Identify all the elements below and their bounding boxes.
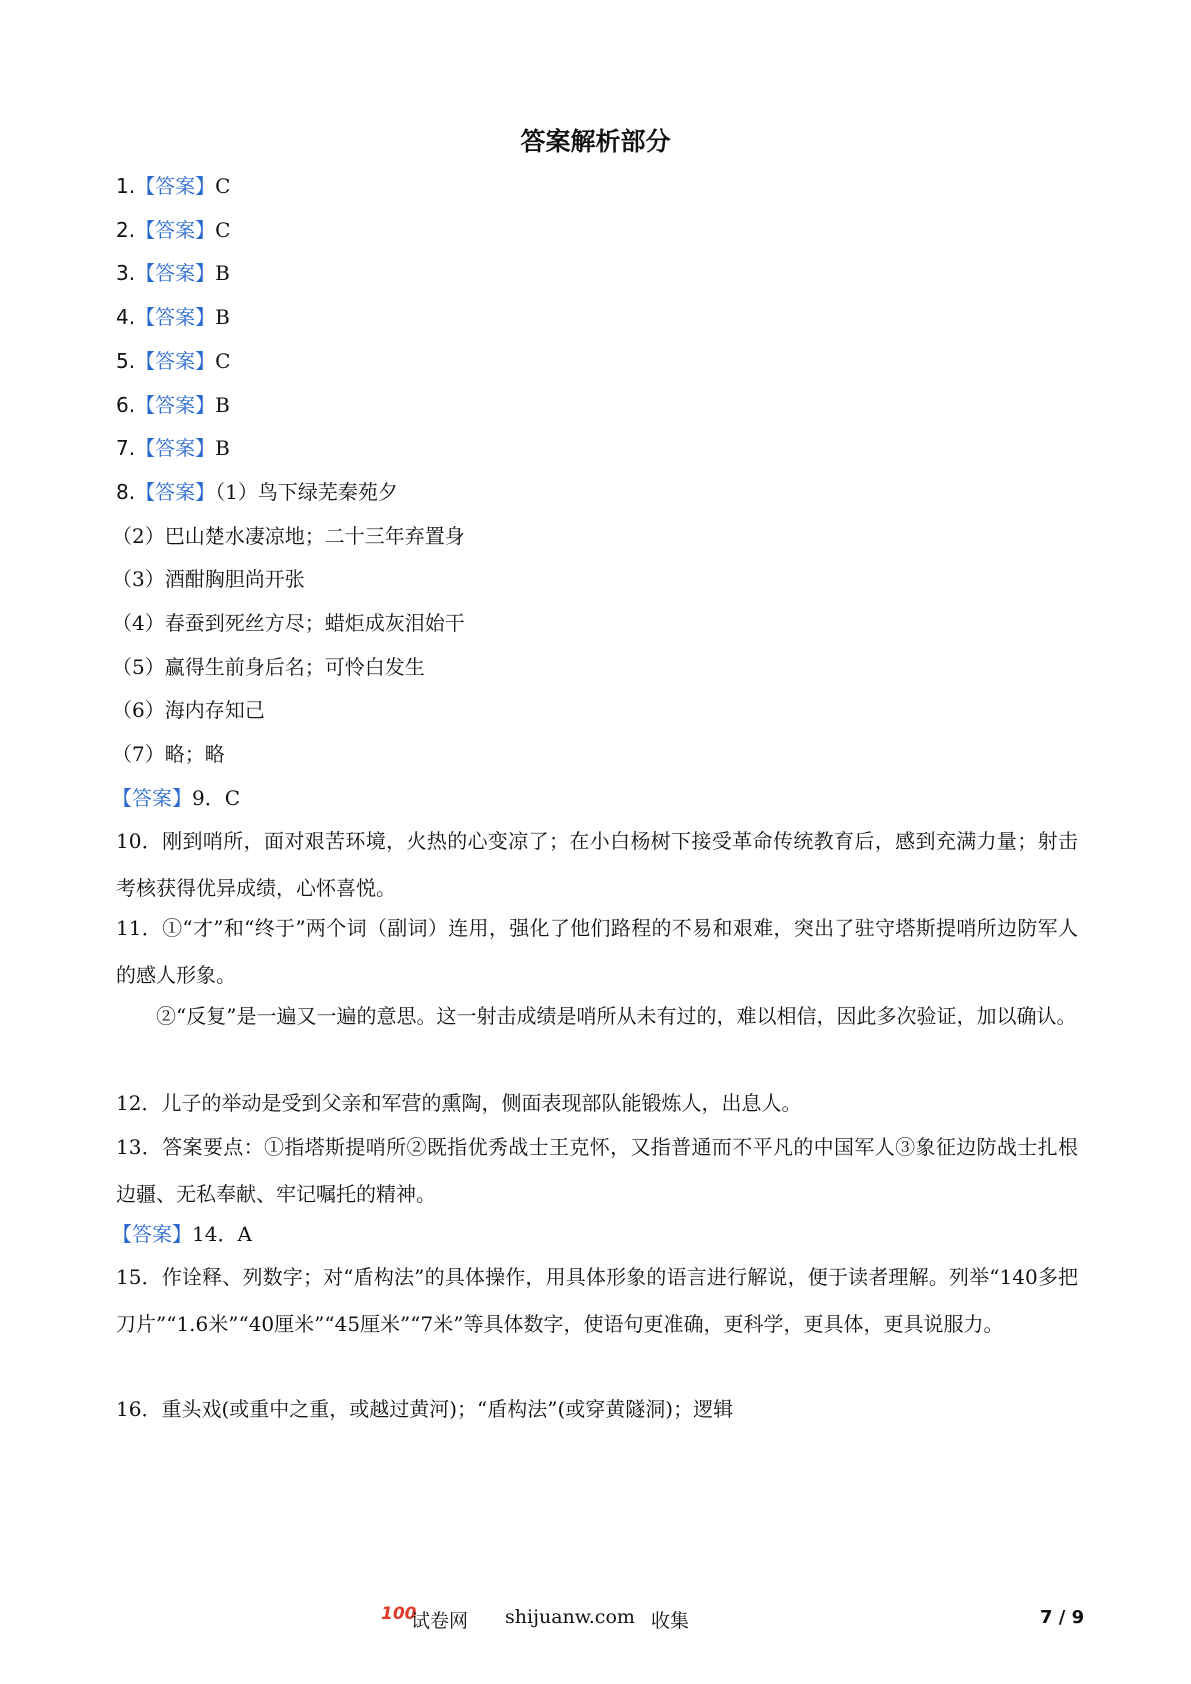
- q8-item-4: （4）春蚕到死丝方尽；蜡炬成灰泪始干: [112, 611, 465, 635]
- answer-line-2: [116, 215, 230, 245]
- footer-site-name: 试卷网: [411, 1610, 469, 1632]
- answer-13: 13．答案要点：①指塔斯提哨所②既指优秀战士王克怀，又指普通而不平凡的中国军人③象征边防战士扎根边疆、无私奉献、牢记嘱托的精神。: [116, 1135, 1078, 1206]
- q8-item-6: （6）海内存知己: [112, 698, 265, 722]
- answer-tag: 【答案】: [135, 305, 216, 329]
- page-number: 7 / 9: [1040, 1607, 1085, 1628]
- answer-line-5: [116, 346, 230, 376]
- question-number: 1.: [116, 174, 136, 198]
- answer-tag: 【答案】: [135, 174, 216, 198]
- answer-12: 12．儿子的举动是受到父亲和军营的熏陶，侧面表现部队能锻炼人，出息人。: [116, 1091, 802, 1115]
- q8-item-3: （3）酒酣胸胆尚开张: [112, 567, 305, 591]
- q8-item-5: （5）赢得生前身后名；可怜白发生: [112, 655, 425, 679]
- answer-10: 10．刚到哨所，面对艰苦环境，火热的心变凉了；在小白杨树下接受革命传统教育后，感到充满力量；射击考核获得优异成绩，心怀喜悦。: [116, 829, 1078, 900]
- answer-16: 16．重头戏(或重中之重，或越过黄河)；“盾构法”(或穿黄隧洞)；逻辑: [116, 1397, 734, 1421]
- q8-item-2: （2）巴山楚水凄凉地；二十三年弃置身: [112, 524, 465, 548]
- answer-value: C: [215, 174, 231, 198]
- answer-value: （1）鸟下绿芜秦苑夕: [215, 480, 398, 504]
- answer-line-6: [116, 390, 230, 420]
- site-logo: 100: [381, 1604, 417, 1624]
- question-number: 6.: [116, 393, 136, 417]
- answer-value: C: [215, 349, 231, 373]
- footer-collect: 收集: [651, 1610, 690, 1632]
- question-number: 5.: [116, 349, 136, 373]
- answer-tag: 【答案】: [135, 393, 216, 417]
- answer-line-8: [116, 477, 398, 507]
- answer-tag: 【答案】: [135, 436, 216, 460]
- question-number: 7.: [116, 436, 136, 460]
- answer-value: B: [215, 436, 230, 460]
- answer-line-1: [116, 171, 230, 201]
- question-number: 2.: [116, 218, 136, 242]
- answer-line-9: [112, 783, 240, 813]
- answer-line-4: [116, 302, 230, 332]
- footer-domain: shijuanw.com: [505, 1606, 635, 1628]
- answer-value: C: [215, 218, 231, 242]
- answer-value: 9．C: [192, 786, 241, 810]
- answer-tag: 【答案】: [112, 786, 192, 810]
- answer-tag: 【答案】: [112, 1222, 192, 1246]
- answer-15: 15．作诠释、列数字；对“盾构法”的具体操作，用具体形象的语言进行解说，便于读者理解。列举“140多把刀片”“1.6米”“40厘米”“45厘米”“7米”等具体数字，使语句更准确，更科学，更具体，更具说服力。: [116, 1265, 1078, 1336]
- answer-line-7: [116, 433, 230, 463]
- question-number: 3.: [116, 261, 136, 285]
- answer-11-part1: 11．①“才”和“终于”两个词（副词）连用，强化了他们路程的不易和艰难，突出了驻守塔斯提哨所边防军人的感人形象。: [116, 916, 1078, 987]
- answer-value: B: [215, 261, 230, 285]
- answer-value: B: [215, 305, 230, 329]
- answer-line-3: [116, 258, 230, 288]
- answer-tag: 【答案】: [135, 261, 216, 285]
- q8-item-7: （7）略；略: [112, 742, 225, 766]
- question-number: 4.: [116, 305, 136, 329]
- page-title: 答案解析部分: [520, 127, 671, 156]
- answer-line-14: [112, 1219, 252, 1249]
- question-number: 8.: [116, 480, 136, 504]
- answer-value: 14．A: [192, 1222, 252, 1246]
- answer-value: B: [215, 393, 230, 417]
- answer-11-part2: ②“反复”是一遍又一遍的意思。这一射击成绩是哨所从未有过的，难以相信，因此多次验证，加以确认。: [156, 1004, 1077, 1028]
- answer-tag: 【答案】: [135, 480, 216, 504]
- answer-tag: 【答案】: [135, 349, 216, 373]
- answer-tag: 【答案】: [135, 218, 216, 242]
